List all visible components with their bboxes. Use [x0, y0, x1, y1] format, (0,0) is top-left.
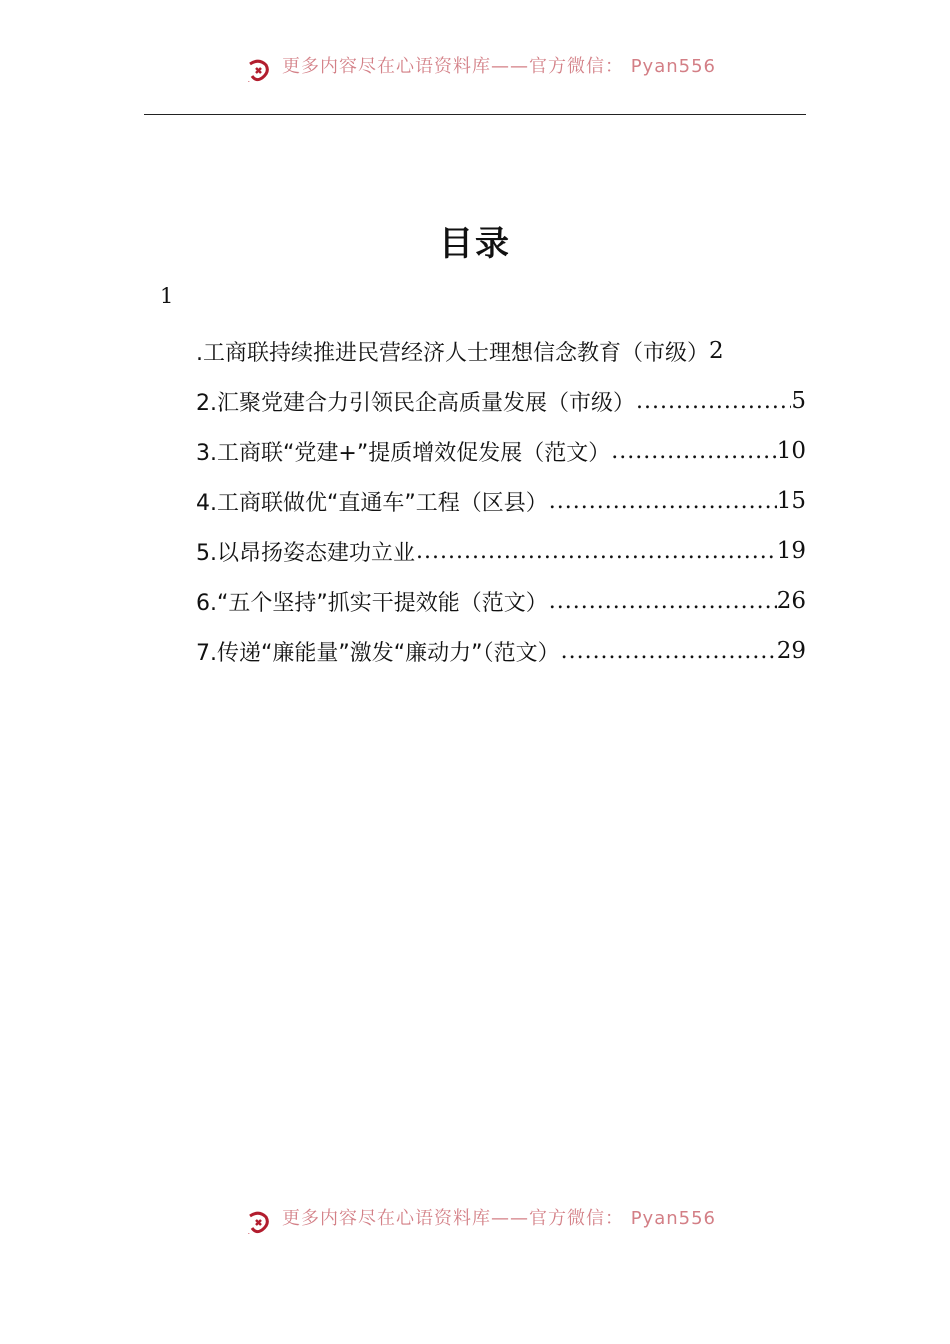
toc-dot-leader — [635, 389, 791, 414]
toc-entry-title: 3.工商联“党建+”提质增效促发展（范文） — [196, 440, 611, 466]
toc-entry-page-number: 15 — [776, 488, 806, 514]
toc-dot-leader — [548, 589, 777, 614]
toc-entry-title: 2.汇聚党建合力引领民企高质量发展（市级） — [196, 390, 635, 416]
toc-entry-page-number: 19 — [776, 538, 806, 564]
toc-entry-title: 5.以昂扬姿态建功立业 — [196, 540, 415, 566]
watermark-logo-icon — [244, 56, 274, 82]
toc-entry-page-number: 10 — [776, 438, 806, 464]
page-mark: 1 — [160, 284, 174, 308]
toc-entry-title: 4.工商联做优“直通车”工程（区县） — [196, 490, 548, 516]
toc-entry[interactable] — [196, 476, 806, 526]
toc-entry[interactable] — [196, 376, 806, 426]
toc-list — [196, 326, 806, 676]
header-rule — [144, 114, 806, 115]
toc-entry-page-number: 29 — [776, 638, 806, 664]
toc-entry-title: 6.“五个坚持”抓实干提效能（范文） — [196, 590, 548, 616]
toc-entry[interactable] — [196, 426, 806, 476]
toc-entry[interactable] — [196, 626, 806, 676]
footer-watermark — [0, 1204, 950, 1234]
watermark-text: 更多内容尽在心语资料库——官方微信： Pyan556 — [281, 1208, 717, 1229]
toc-dot-leader — [415, 539, 777, 564]
toc-entry-title: .工商联持续推进民营经济人士理想信念教育（市级） — [196, 340, 709, 366]
toc-dot-leader — [560, 639, 777, 664]
header-watermark — [0, 52, 950, 82]
watermark-logo-icon — [244, 1208, 274, 1234]
toc-title: 目录 — [439, 224, 511, 264]
toc-entry[interactable] — [196, 526, 806, 576]
toc-entry-page-number: 5 — [791, 388, 806, 414]
toc-entry[interactable] — [196, 576, 806, 626]
toc-entry-page-number: 2 — [709, 338, 724, 364]
toc-dot-leader — [548, 489, 777, 514]
watermark-text: 更多内容尽在心语资料库——官方微信： Pyan556 — [281, 56, 717, 77]
toc-dot-leader — [610, 439, 776, 464]
toc-entry-page-number: 26 — [776, 588, 806, 614]
toc-entry-title: 7.传递“廉能量”激发“廉动力”（范文） — [196, 640, 560, 666]
toc-entry[interactable] — [196, 326, 806, 376]
